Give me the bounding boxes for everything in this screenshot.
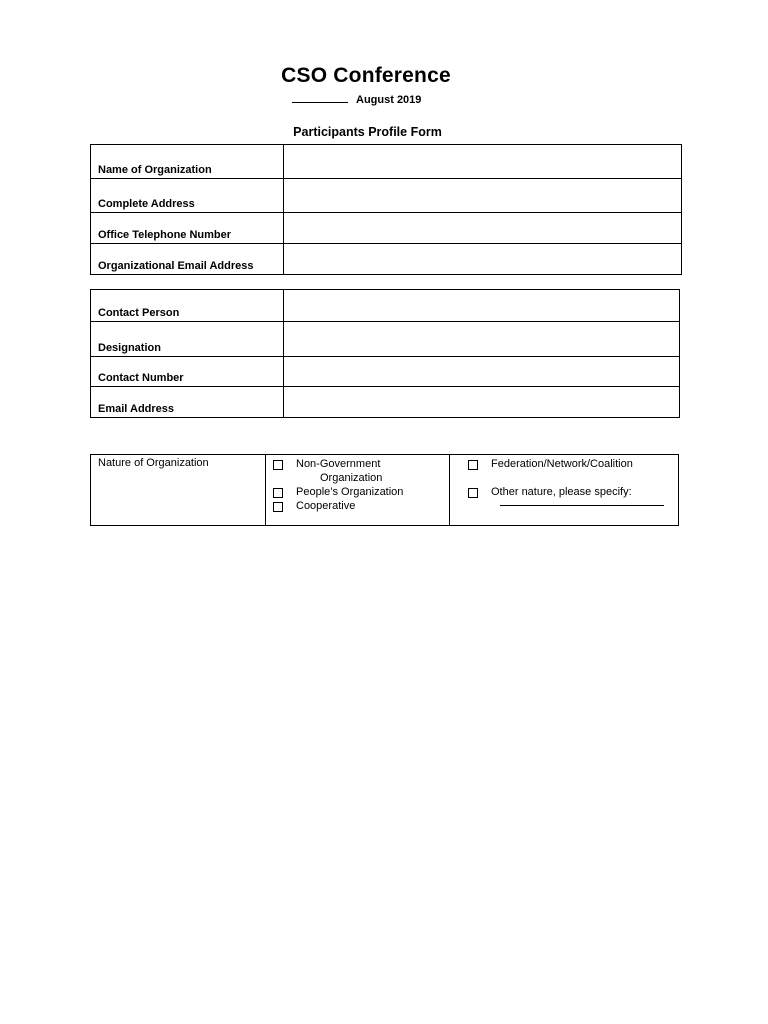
designation-field[interactable]: [284, 322, 680, 357]
contact-number-label-cell: [91, 357, 284, 387]
nature-label: Nature of Organization: [98, 457, 209, 469]
table-row: [91, 179, 682, 213]
federation-checkbox[interactable]: [468, 460, 478, 470]
table-row: [91, 357, 680, 387]
other-label: Other nature, please specify:: [491, 486, 632, 498]
table-row: [91, 244, 682, 275]
date-text: August 2019: [356, 94, 422, 106]
other-specify-field[interactable]: [500, 505, 664, 506]
federation-label: Federation/Network/Coalition: [491, 458, 633, 470]
designation-label-cell: [91, 322, 284, 357]
office-phone-label: Office Telephone Number: [98, 229, 232, 241]
peoples-org-checkbox[interactable]: [273, 488, 283, 498]
conference-date: [292, 92, 421, 106]
conference-title: CSO Conference: [281, 64, 451, 87]
address-label-cell: [91, 179, 284, 213]
table-row: [91, 213, 682, 244]
organization-table: [90, 144, 682, 275]
table-row: [91, 290, 680, 322]
form-title: Participants Profile Form: [293, 125, 442, 139]
designation-label: Designation: [98, 342, 161, 354]
org-name-label-cell: [91, 145, 284, 179]
contact-number-field[interactable]: [284, 357, 680, 387]
address-field[interactable]: [284, 179, 682, 213]
contact-number-label: Contact Number: [98, 372, 184, 384]
office-phone-field[interactable]: [284, 213, 682, 244]
email-label: Email Address: [98, 403, 175, 415]
nature-options-col2: [450, 455, 679, 526]
cooperative-checkbox[interactable]: [273, 502, 283, 512]
option-other[interactable]: [468, 485, 672, 499]
table-row: [91, 322, 680, 357]
nature-options-col1: [266, 455, 450, 526]
ngo-checkbox[interactable]: [273, 460, 283, 470]
table-row: [91, 455, 679, 526]
contact-table: [90, 289, 680, 418]
option-cooperative[interactable]: [273, 499, 443, 513]
contact-person-field[interactable]: [284, 290, 680, 322]
email-label-cell: [91, 387, 284, 418]
office-phone-label-cell: [91, 213, 284, 244]
nature-label-cell: [91, 455, 266, 526]
option-peoples-org[interactable]: [273, 485, 443, 499]
option-ngo[interactable]: [273, 457, 443, 485]
address-label: Complete Address: [98, 198, 195, 210]
option-federation[interactable]: [468, 457, 672, 471]
contact-person-label-cell: [91, 290, 284, 322]
org-email-label-cell: [91, 244, 284, 275]
nature-table: [90, 454, 679, 526]
other-checkbox[interactable]: [468, 488, 478, 498]
date-day-blank[interactable]: [292, 92, 348, 103]
org-email-field[interactable]: [284, 244, 682, 275]
cooperative-label: Cooperative: [296, 500, 356, 512]
ngo-label-line1: Non-Government: [296, 458, 381, 470]
org-name-label: Name of Organization: [98, 164, 212, 176]
org-name-field[interactable]: [284, 145, 682, 179]
contact-person-label: Contact Person: [98, 307, 180, 319]
email-field[interactable]: [284, 387, 680, 418]
org-email-label: Organizational Email Address: [98, 260, 254, 272]
table-row: [91, 145, 682, 179]
ngo-label-line2: Organization: [320, 472, 383, 484]
table-row: [91, 387, 680, 418]
peoples-org-label: People’s Organization: [296, 486, 404, 498]
